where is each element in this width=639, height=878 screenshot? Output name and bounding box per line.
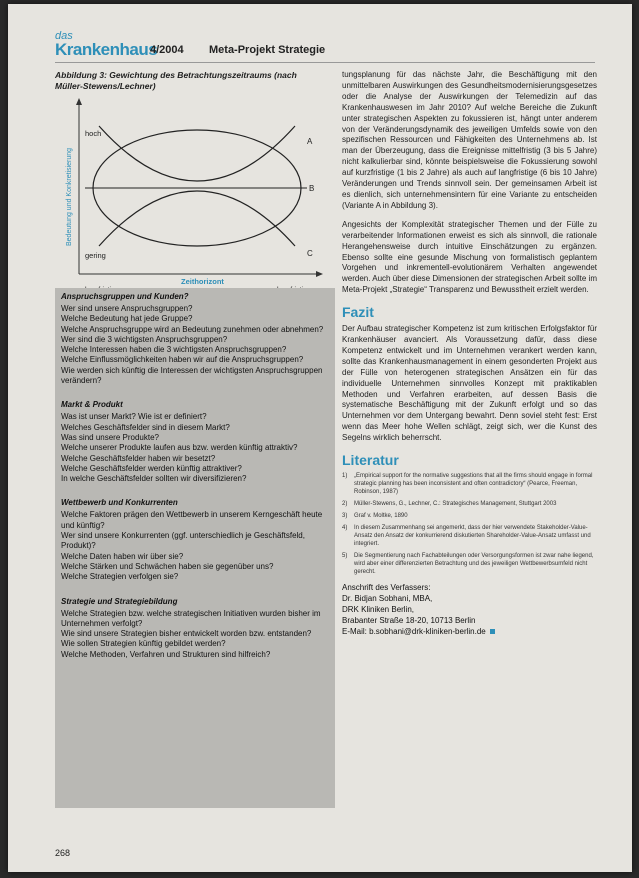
logo: Krankenhaus bbox=[55, 40, 158, 59]
figure-diagram bbox=[55, 96, 327, 296]
question-item: Welches Geschäftsfelder sind in diesem Markt? bbox=[61, 422, 230, 432]
author-name: Dr. Bidjan Sobhani, MBA, bbox=[342, 594, 433, 604]
section-heading: Strategie und Strategiebildung bbox=[61, 596, 178, 606]
question-item: Welche Strategien verfolgen sie? bbox=[61, 572, 179, 582]
question-item: Welche Daten haben wir über sie? bbox=[61, 551, 184, 561]
question-item: Welche Stärken und Schwächen haben sie gegenüber uns? bbox=[61, 561, 274, 571]
x-axis-title: Zeithorizont bbox=[181, 277, 224, 286]
y-high-label: hoch bbox=[85, 129, 102, 138]
right-column bbox=[342, 70, 597, 637]
question-section bbox=[55, 292, 335, 386]
question-section bbox=[55, 400, 335, 484]
x-axis-arrow bbox=[316, 271, 323, 277]
running-title: Meta-Projekt Strategie bbox=[209, 44, 326, 56]
section-heading-literatur: Literatur bbox=[342, 452, 399, 469]
reference-item: 2) Müller-Stewens, G., Lechner, C.: Strategisches Management, Stuttgart 2003 bbox=[342, 501, 557, 508]
question-box bbox=[55, 288, 335, 808]
question-item: Welche Strategien bzw. welche strategischen Initiativen wurden bisher im Unternehmen verfolgt? bbox=[61, 608, 321, 628]
y-low-label: gering bbox=[85, 251, 106, 260]
question-item: Wie sollen Strategien künftig gebildet werden? bbox=[61, 639, 226, 649]
question-item: In welche Geschäftsfelder sollten wir diversifizieren? bbox=[61, 474, 247, 484]
section-heading: Wettbewerb und Konkurrenten bbox=[61, 498, 178, 508]
question-item: Welche Geschäftsfelder werden künftig attraktiver? bbox=[61, 463, 242, 473]
question-item: Welche Faktoren prägen den Wettbewerb in unserem Kerngeschäft heute und künftig? bbox=[61, 510, 323, 530]
address-label: Anschrift des Verfassers: bbox=[342, 583, 431, 593]
body-paragraph: Angesichts der Komplexität strategischer Themen und der Fülle zu verarbeitender Informationen erweist es sich als sinnvoll, die rationale Herangehensweise durch intuitive Einschätzungen zu ergänzen. Ebenso sollte eine gesunde Mischung von formalistisch geplantem Vorgehen und inkrementell-evolutionärem Verhalten angewendet werden. Auch über diese Dimensionen der strategischen Arbeit sollte im Meta-Projekt „Strategie“ Transparenz und Bewusstheit erzielt werden. bbox=[342, 219, 597, 295]
label-a: A bbox=[307, 137, 313, 146]
issue-number: 4/2004 bbox=[150, 44, 184, 56]
section-heading: Markt & Produkt bbox=[61, 400, 123, 410]
header-divider bbox=[55, 62, 595, 63]
body-paragraph: Der Aufbau strategischer Kompetenz ist zum kritischen Erfolgsfaktor für Krankenhäuser avanciert. Als Voraussetzung dafür, dass diese Kompetenz entwickelt und im Unternehmen verankert werden kann, sollte das Krankenhausmanagement in einem gesonderten Projekt aus der Fülle von heterogenen strategischen Ansätzen ein für das individuelle Unternehmen sinnvolles Konzept mit praktikablen Methoden und Verfahren erarbeiten, auf dessen Basis die systematische Beschäftigung mit der Zukunft erfolgt und so das Unternehmen vor dem Untergang bewahrt. Denn soviel steht fest: Erst wenn das Meer hohe Wellen schlägt, zeigt sich, wer die Kunst des Segelns wirklich beherrscht. bbox=[342, 324, 597, 443]
y-axis-arrow bbox=[76, 98, 82, 105]
question-item: Wie werden sich künftig die Interessen der wichtigsten Anspruchsgruppen verändern? bbox=[61, 365, 323, 386]
reference-item: 5) Die Segmentierung nach Fachabteilungen oder Versorgungsformen ist zwar nahe liegend, wird aber einer differenzierten Betrachtung und des jeweiligen Wettbewerbsumfeld nicht gerecht. bbox=[342, 553, 594, 576]
question-item: Wer sind unsere Konkurrenten (ggf. unterschiedlich je Geschäftsfeld, Produkt)? bbox=[61, 531, 305, 551]
curve-c bbox=[99, 126, 295, 181]
author-org: DRK Kliniken Berlin, bbox=[342, 605, 415, 615]
curve-a bbox=[99, 191, 295, 246]
y-axis-title: Bedeutung und Konkretisierung bbox=[66, 147, 73, 246]
section-heading: Anspruchsgruppen und Kunden? bbox=[61, 292, 189, 301]
question-item: Wer sind die 3 wichtigsten Anspruchsgruppen? bbox=[61, 334, 228, 344]
figure-3 bbox=[55, 96, 327, 296]
label-b: B bbox=[309, 184, 315, 193]
logo-small-text: das bbox=[55, 30, 73, 42]
question-item: Wie sind unsere Strategien bisher entwickelt worden bzw. entstanden? bbox=[61, 629, 312, 639]
question-item: Welche Einflussmöglichkeiten haben wir auf die Anspruchsgruppen? bbox=[61, 355, 304, 365]
reference-item: 4) In diesem Zusammenhang sei angemerkt, dass der hier verwendete Stakeholder-Value-Ansatz den Ansatz der konkurrierend diskutierten Shareholder-Value-Ansatz umfasst und integriert. bbox=[342, 525, 591, 548]
question-item: Welche Anspruchsgruppe wird an Bedeutung zunehmen oder abnehmen? bbox=[61, 324, 324, 334]
page-header bbox=[55, 30, 595, 60]
question-item: Was ist unser Markt? Wie ist er definiert? bbox=[61, 412, 207, 422]
question-item: Welche Interessen haben die 3 wichtigsten Anspruchsgruppen? bbox=[61, 345, 287, 355]
author-street: Brabanter Straße 18-20, 10713 Berlin bbox=[342, 616, 476, 626]
left-column bbox=[55, 70, 327, 296]
question-item: Welche unserer Produkte laufen aus bzw. werden künftig attraktiv? bbox=[61, 443, 298, 453]
question-section bbox=[55, 597, 335, 660]
body-paragraph: tungsplanung für das nächste Jahr, die Beschäftigung mit den unmittelbaren Auswirkungen des Gesundheitsmodernisierungsgesetzes oder die Analyse der Auswirkungen der Telemedizin auf das Krankenhauswesen im Jahr 2010? Auf welche Bereiche die Zukunft unter strategischen Aspekten zu fokussieren ist, hängt unter anderem von der Veränderungsdynamik des jeweiligen Umfelds sowie von den spezifischen Ressourcen und Fähigkeiten des Unternehmens ab. Ist man der Überzeugung, dass die Ereignisse mittelfristig (3 bis 5 Jahre) nicht kalkulierbar sind, könnte beispielsweise die Fokussierung sowohl auf kurzfristige (1 bis 2 Jahre) als auch auf langfristige (6 bis 10 Jahre) Veränderungen und Trends sinnvoll sein. Der gemeinsamen Arbeit ist es dienlich, sich unternehmensintern für eine Variante zu entscheiden (Variante A in Abbildung 3). bbox=[342, 70, 597, 210]
page-number: 268 bbox=[55, 848, 71, 858]
question-item: Wer sind unsere Anspruchsgruppen? bbox=[61, 304, 193, 313]
end-bullet-icon bbox=[490, 629, 495, 634]
section-heading-fazit: Fazit bbox=[342, 304, 374, 321]
author-address bbox=[342, 582, 597, 637]
reference-item: 3) Graf v. Moltke, 1890 bbox=[342, 513, 408, 520]
question-item: Welche Geschäftsfelder haben wir besetzt? bbox=[61, 453, 216, 463]
reference-list bbox=[342, 472, 597, 576]
reference-item: 1) „Empirical support for the normative suggestions that all the firms should engage in formal strategic planning has been inconsistent and often contradictory“ (Pearce, Freeman, Robinson, 1987) bbox=[342, 473, 593, 496]
figure-caption: Abbildung 3: Gewichtung des Betrachtungszeitraums (nach Müller-Stewens/Lechner) bbox=[55, 70, 297, 91]
question-item: Welche Bedeutung hat jede Gruppe? bbox=[61, 314, 193, 324]
label-c: C bbox=[307, 249, 313, 258]
question-item: Welche Methoden, Verfahren und Strukturen sind hilfreich? bbox=[61, 649, 271, 659]
question-section bbox=[55, 498, 335, 582]
question-item: Was sind unsere Produkte? bbox=[61, 432, 159, 442]
author-email: E-Mail: b.sobhani@drk-kliniken-berlin.de bbox=[342, 626, 597, 637]
